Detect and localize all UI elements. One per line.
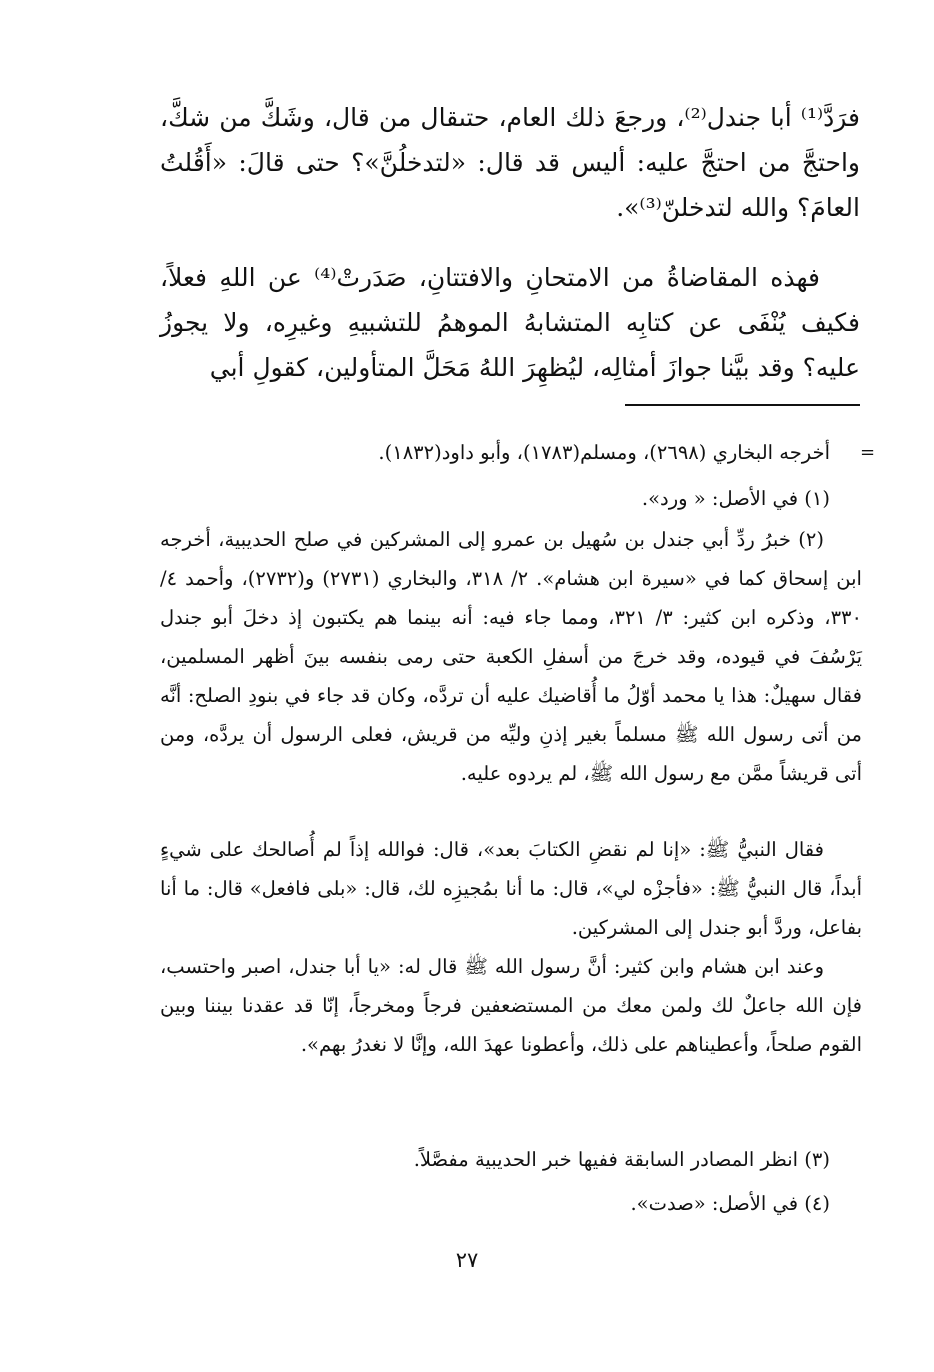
footnote-1 bbox=[160, 479, 830, 518]
footnote-continued-text: أخرجه البخاري (٢٦٩٨)، ومسلم(١٧٨٣)، وأبو داود(١٨٣٢). bbox=[378, 441, 830, 464]
main-paragraph-1 bbox=[160, 95, 860, 230]
footnote-2-continuation-2-text: وعند ابن هشام وابن كثير: أنَّ رسول الله ﷺ قال له: «يا أبا جندل، اصبر واحتسب، فإن الله جاعلٌ لك ولمن معك من المستضعفين فرجاً ومخرجاً، إنّا قد عقدنا بيننا وبين القوم صلحاً، وأعطيناهم على ذلك، وأعطونا عهدَ الله، وإنَّا لا نغدرُ بهم». bbox=[160, 955, 862, 1056]
footnote-2 bbox=[160, 520, 862, 793]
footnote-2-continuation-2 bbox=[160, 947, 862, 1064]
page-number: ٢٧ bbox=[455, 1248, 479, 1272]
footnote-4-text: (٤) في الأصل: «صدت». bbox=[630, 1192, 830, 1215]
footnote-1-text: (١) في الأصل: « ورد». bbox=[641, 487, 830, 510]
footnote-2-text: (٢) خبرُ ردِّ أبي جندل بن سُهيل بن عمرو إلى المشركين في صلح الحديبية، أخرجه ابن إسحاق كما في «سيرة ابن هشام». ٢/ ٣١٨، والبخاري (٢٧٣١) و(٢٧٣٢)، وأحمد ٤/ ٣٣٠، وذكره ابن كثير: ٣/ ٣٢١، ومما جاء فيه: أنه بينما هم يكتبون إذ دخلَ أبو جندل يَرْسُفَ في قيوده، وقد خرجَ من أسفلِ الكعبة حتى رمى بنفسه بينَ أظهر المسلمين، فقال سهيلٌ: هذا يا محمد أوّلُ ما أُقاضيك عليه أن تردَّه، وكان قد جاء في بنودِ الصلح: أنَّه من أتى رسول الله ﷺ مسلماً بغير إذنِ وليِّه من قريش، فعلى الرسول أن يردَّه، ومن أتى قريشاً ممَّن مع رسول الله ﷺ، لم يردوه عليه. bbox=[160, 528, 862, 785]
footnote-2-continuation-1 bbox=[160, 830, 862, 947]
footnote-4 bbox=[160, 1184, 830, 1223]
footnote-3-text: (٣) انظر المصادر السابقة ففيها خبر الحديبية مفصَّلاً. bbox=[413, 1148, 830, 1171]
footnote-continued bbox=[160, 433, 830, 472]
main-paragraph-2-text: فهذه المقاضاةُ من الامتحانِ والافتتانِ، صَدَرتْ⁽⁴⁾ عن اللهِ فعلاً، فكيف يُنْفَى عن كتابِه المتشابهُ الموهمُ للتشبيهِ وغيرِه، ولا يجوزُ عليه؟ وقد بيَّنا جوازَ أمثالِه، ليُظهِرَ اللهُ مَحَلَّ المتأولين، كقولِ أبي bbox=[160, 263, 860, 382]
footnote-3 bbox=[160, 1140, 830, 1179]
footnote-2-continuation-1-text: فقال النبيُّ ﷺ: «إنا لم نقضِ الكتابَ بعد»، قال: فوالله إذاً لم أُصالحك على شيءٍ أبداً، قال النبيُّ ﷺ: «فأجزْه لي»، قال: ما أنا بمُجيزِه لك، قال: «بلى فافعل» قال: ما أنا بفاعل، وردَّ أبو جندل إلى المشركين. bbox=[160, 838, 862, 939]
main-paragraph-2 bbox=[160, 255, 860, 390]
footnote-continued-marker: = bbox=[860, 442, 876, 463]
footnote-divider bbox=[625, 404, 860, 406]
main-paragraph-1-text: فرَدَّ⁽¹⁾ أبا جندل⁽²⁾، ورجعَ ذلك العام، حتىقال من قال، وشَكَّ من شكَّ، واحتجَّ من احتجَّ عليه: أليس قد قال: «لتدخلُنَّ»؟ حتى قالَ: «أَقُلتُ العامَ؟ والله لتدخلنّ⁽³⁾». bbox=[160, 103, 860, 222]
